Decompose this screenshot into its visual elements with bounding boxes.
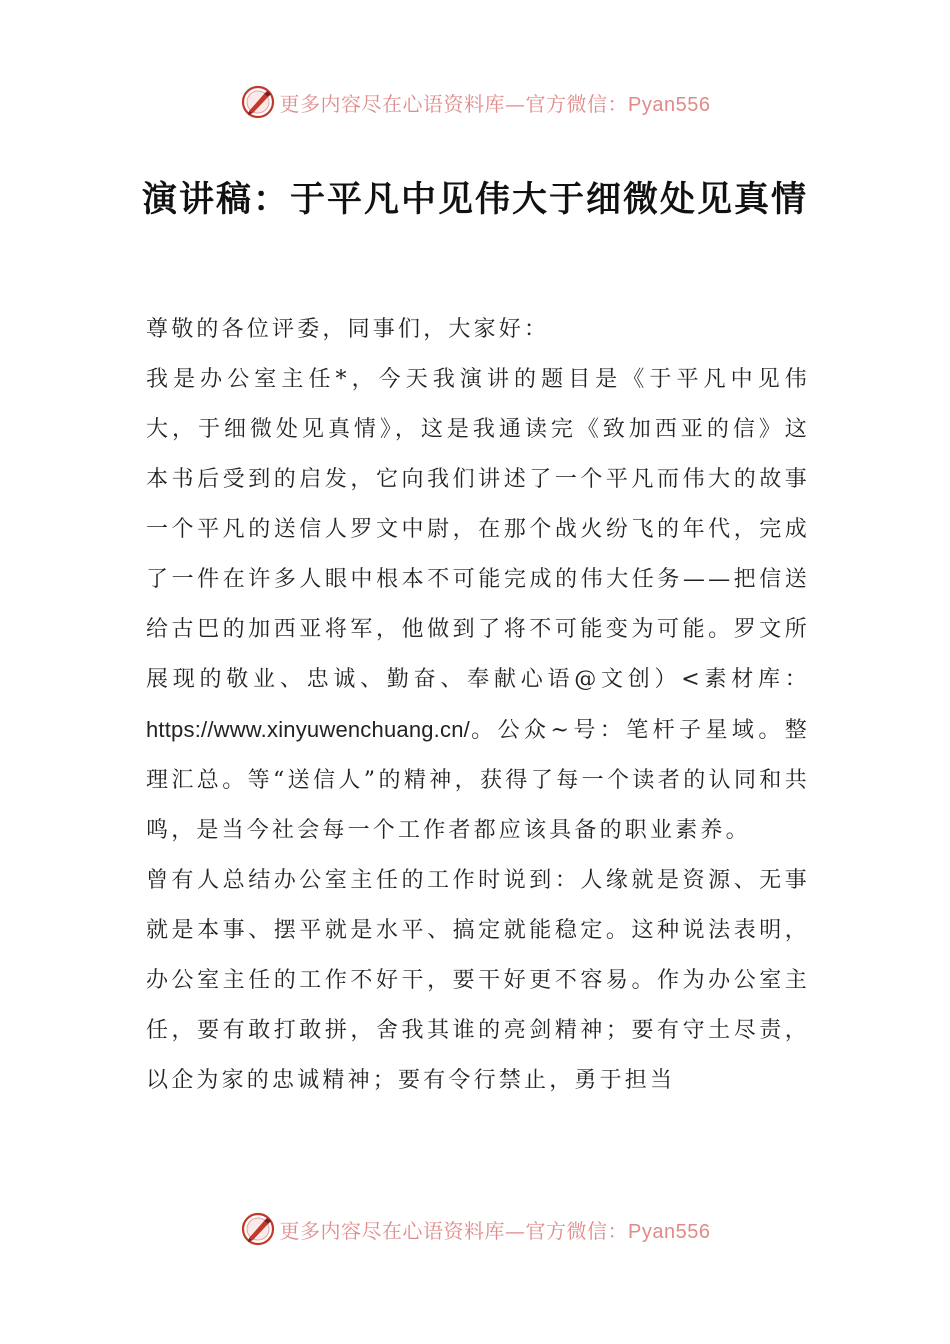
pen-logo-icon [240,84,276,120]
document-title: 演讲稿：于平凡中见伟大于细微处见真情 [141,179,808,220]
paragraph-2: 曾有人总结办公室主任的工作时说到：人缘就是资源、无事就是本事、摆平就是水平、搞定就能稳定。这种说法表明，办公室主任的工作不好干，要干好更不容易。作为办公室主任，要有敢打敢拼，舍我其谁的亮剑精神；要有守土尽责，以企为家的忠诚精神；要有令行禁止，勇于担当 [146,868,810,1093]
document-body [146,305,810,1106]
header-wechat-id: Pyan556 [628,93,711,116]
paragraph-1: 我是办公室主任*，今天我演讲的题目是《于平凡中见伟大，于细微处见真情》，这是我通读完《致加西亚的信》这本书后受到的启发，它向我们讲述了一个平凡而伟大的故事一个平凡的送信人罗文中尉，在那个战火纷飞的年代，完成了一件在许多人眼中根本不可能完成的伟大任务——把信送给古巴的加西亚将军，他做到了将不可能变为可能。罗文所展现的敬业、忠诚、勤奋、奉献心语@文创）<素材库：https://www.xinyuwenchuang.cn/。公众~号：笔杆子星域。整理汇总。等“送信人”的精神，获得了每一个读者的认同和共鸣，是当今社会每一个工作者都应该具备的职业素养。 [146,367,810,843]
greeting: 尊敬的各位评委，同事们，大家好： [146,317,550,342]
header-banner [0,82,950,122]
footer-banner [0,1209,950,1249]
pen-logo-icon [240,1211,276,1247]
footer-banner-text: 更多内容尽在心语资料库—官方微信：Pyan556 [279,1218,711,1243]
footer-wechat-id: Pyan556 [628,1220,711,1243]
header-banner-text: 更多内容尽在心语资料库—官方微信：Pyan556 [279,91,711,116]
source-url: https://www.xinyuwenchuang.cn/ [146,717,470,742]
